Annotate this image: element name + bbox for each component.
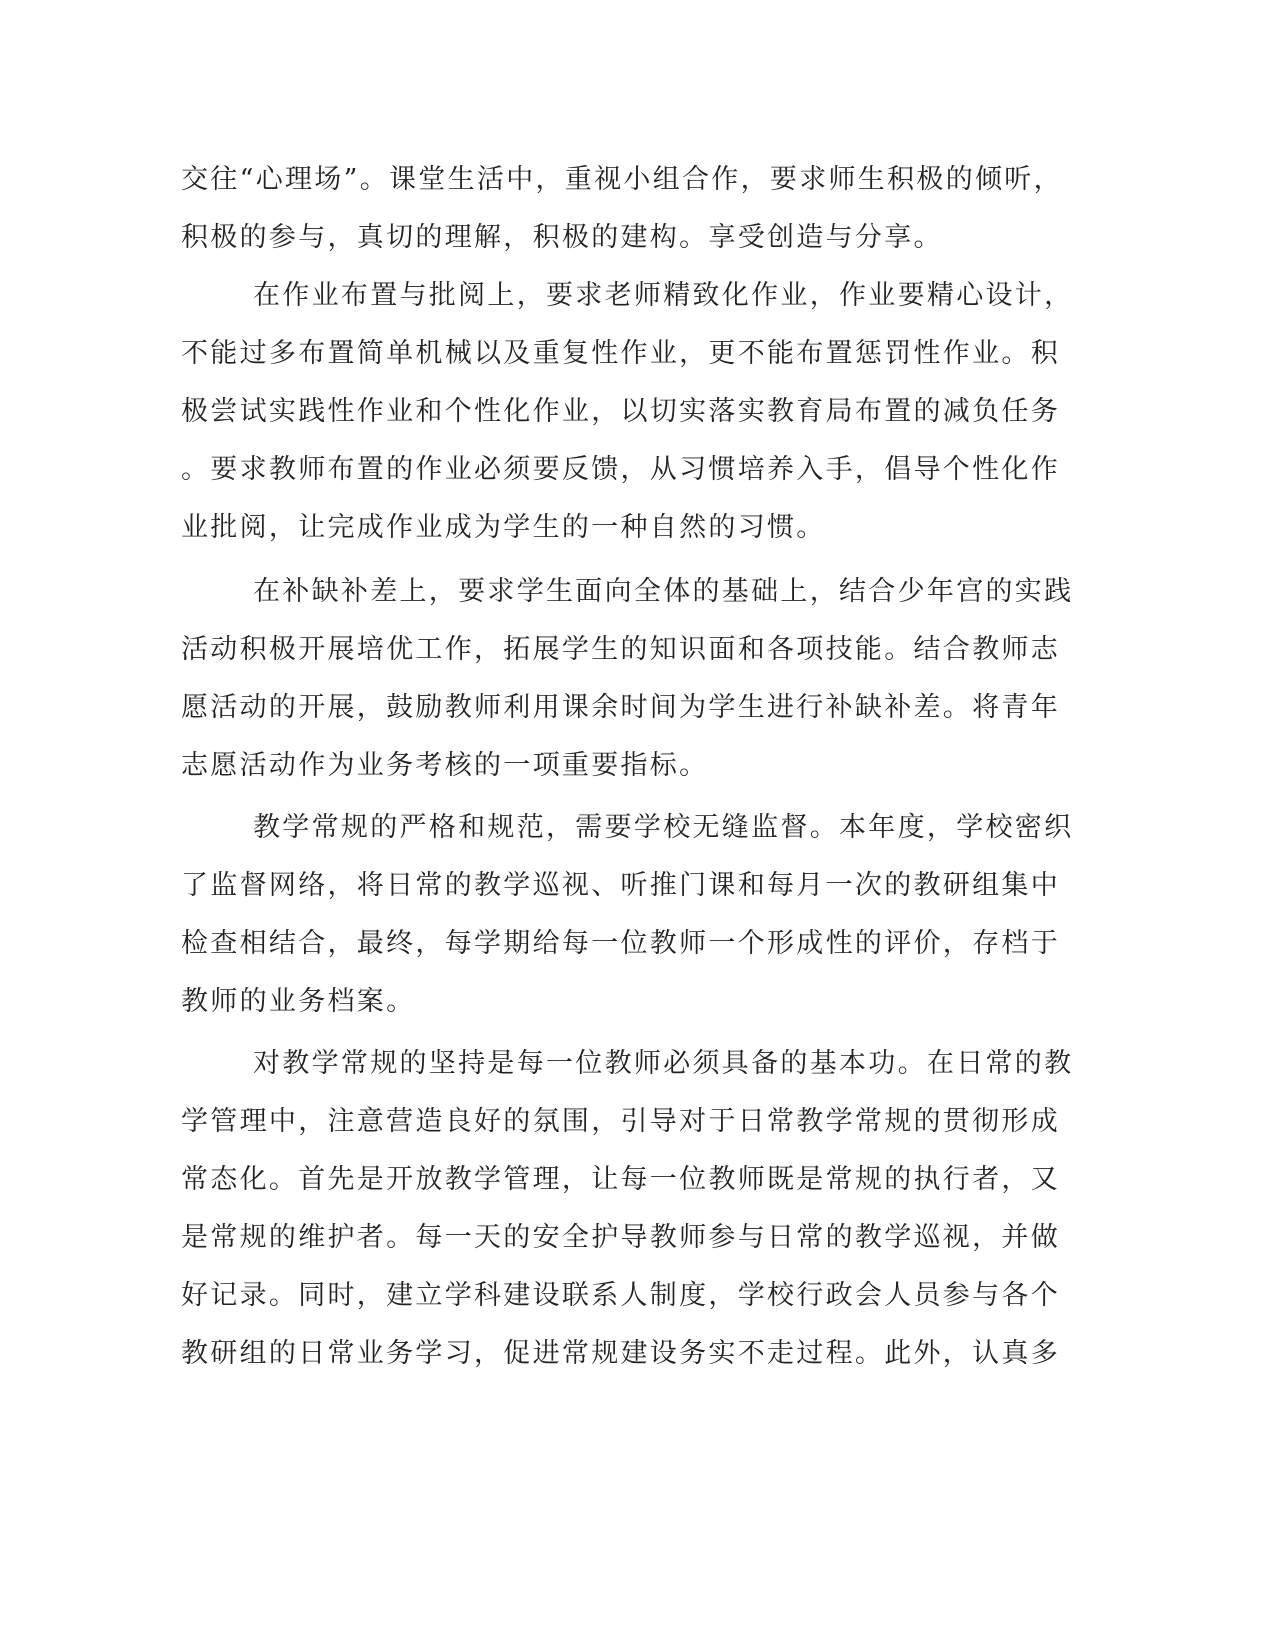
text-line (0, 392, 1275, 432)
text-line (0, 1276, 1275, 1316)
line-text: 在补缺补差上，要求学生面向全体的基础上，结合少年宫的实践 (253, 576, 1074, 607)
text-line (0, 218, 1275, 258)
line-text: 教学常规的严格和规范，需要学校无缝监督。本年度，学校密织 (253, 812, 1074, 843)
line-text: 志愿活动作为业务考核的一项重要指标。 (181, 750, 709, 781)
text-line (0, 630, 1275, 670)
line-text: 极尝试实践性作业和个性化作业，以切实落实教育局布置的减负任务 (181, 396, 1060, 427)
line-text: 积极的参与，真切的理解，积极的建构。享受创造与分享。 (181, 222, 943, 253)
line-text: 交往“心理场”。课堂生活中，重视小组合作，要求师生积极的倾听， (181, 164, 1063, 195)
line-text: 常态化。首先是开放教学管理，让每一位教师既是常规的执行者，又 (181, 1164, 1060, 1195)
line-text: 活动积极开展培优工作，拓展学生的知识面和各项技能。结合教师志 (181, 634, 1060, 665)
text-line (0, 508, 1275, 548)
line-text: 检查相结合，最终，每学期给每一位教师一个形成性的评价，存档于 (181, 928, 1060, 959)
line-text: 学管理中，注意营造良好的氛围，引导对于日常教学常规的贯彻形成 (181, 1106, 1060, 1137)
text-line (0, 334, 1275, 374)
paragraph-first-line (0, 1044, 1275, 1084)
text-line (0, 1218, 1275, 1258)
paragraph-first-line (0, 276, 1275, 316)
text-line (0, 688, 1275, 728)
text-line (0, 924, 1275, 964)
text-line (0, 866, 1275, 906)
line-text: 业批阅，让完成作业成为学生的一种自然的习惯。 (181, 512, 826, 543)
text-line (0, 450, 1275, 490)
text-line (0, 1102, 1275, 1142)
text-line (0, 1160, 1275, 1200)
line-text: 愿活动的开展，鼓励教师利用课余时间为学生进行补缺补差。将青年 (181, 692, 1060, 723)
paragraph-first-line (0, 808, 1275, 848)
line-text: 不能过多布置简单机械以及重复性作业，更不能布置惩罚性作业。积 (181, 338, 1060, 369)
line-text: 教师的业务档案。 (181, 986, 416, 1017)
paragraph-first-line (0, 572, 1275, 612)
line-text: 是常规的维护者。每一天的安全护导教师参与日常的教学巡视，并做 (181, 1222, 1060, 1253)
line-text: 教研组的日常业务学习，促进常规建设务实不走过程。此外，认真多 (181, 1338, 1060, 1369)
text-line (0, 746, 1275, 786)
text-line (0, 160, 1275, 200)
text-line (0, 1334, 1275, 1374)
line-text: 好记录。同时，建立学科建设联系人制度，学校行政会人员参与各个 (181, 1280, 1060, 1311)
line-text: 在作业布置与批阅上，要求老师精致化作业，作业要精心设计， (253, 280, 1074, 311)
text-line (0, 982, 1275, 1022)
line-text: 。要求教师布置的作业必须要反馈，从习惯培养入手，倡导个性化作 (181, 454, 1060, 485)
line-text: 了监督网络，将日常的教学巡视、听推门课和每月一次的教研组集中 (181, 870, 1060, 901)
line-text: 对教学常规的坚持是每一位教师必须具备的基本功。在日常的教 (253, 1048, 1074, 1079)
